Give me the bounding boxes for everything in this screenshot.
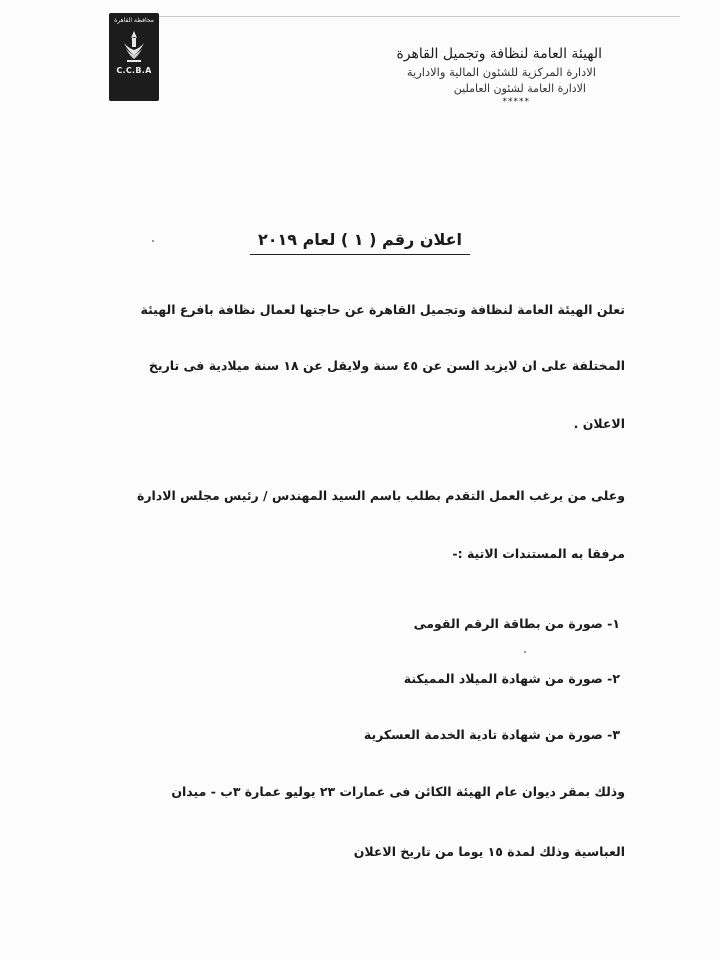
document-item-2: ٢- صورة من شهادة الميلاد المميكنة [403,671,620,686]
ccba-logo [109,13,159,101]
paragraph-2-line-1: وعلى من يرغب العمل التقدم بطلب باسم السيد المهندس / رئيس مجلس الادارة [136,488,625,503]
department-line-2: الادارة العامة لشئون العاملين [453,82,586,95]
scan-speck [152,240,154,242]
paragraph-1-line-1: تعلن الهيئة العامة لنظافة وتجميل القاهرة عن حاجتها لعمال نظافة بافرع الهيئة [140,302,625,317]
logo-abbreviation: C.C.B.A [116,65,152,75]
scan-speck [524,651,526,653]
letterhead [302,44,602,107]
top-divider [135,16,680,17]
document-item-3: ٣- صورة من شهادة تادية الخدمة العسكرية [363,727,620,742]
paragraph-3-line-2: العباسية وذلك لمدة ١٥ يوما من تاريخ الاعلان [353,844,625,859]
org-name: الهيئة العامة لنظافة وتجميل القاهرة [396,46,602,62]
announcement-title: اعلان رقم ( ١ ) لعام ٢٠١٩ [250,226,470,255]
paragraph-2-line-2: مرفقا به المستندات الاتية :- [452,546,625,561]
paragraph-1-line-2: المختلفة على ان لايزيد السن عن ٤٥ سنة ولايقل عن ١٨ سنة ميلادية فى تاريخ [148,358,625,373]
emblem-icon [121,29,147,63]
document-item-1: ١- صورة من بطاقة الرقم القومى [413,616,620,631]
department-line-1: الادارة المركزية للشئون المالية والادارية [406,65,596,79]
paragraph-1-line-3: الاعلان . [573,416,625,431]
letterhead-stars: ***** [502,97,530,107]
paragraph-3-line-1: وذلك بمقر ديوان عام الهيئة الكائن فى عمارات ٢٣ يوليو عمارة ٣ب - ميدان [171,784,625,799]
logo-arabic-caption: محافظة القاهرة [114,17,154,24]
